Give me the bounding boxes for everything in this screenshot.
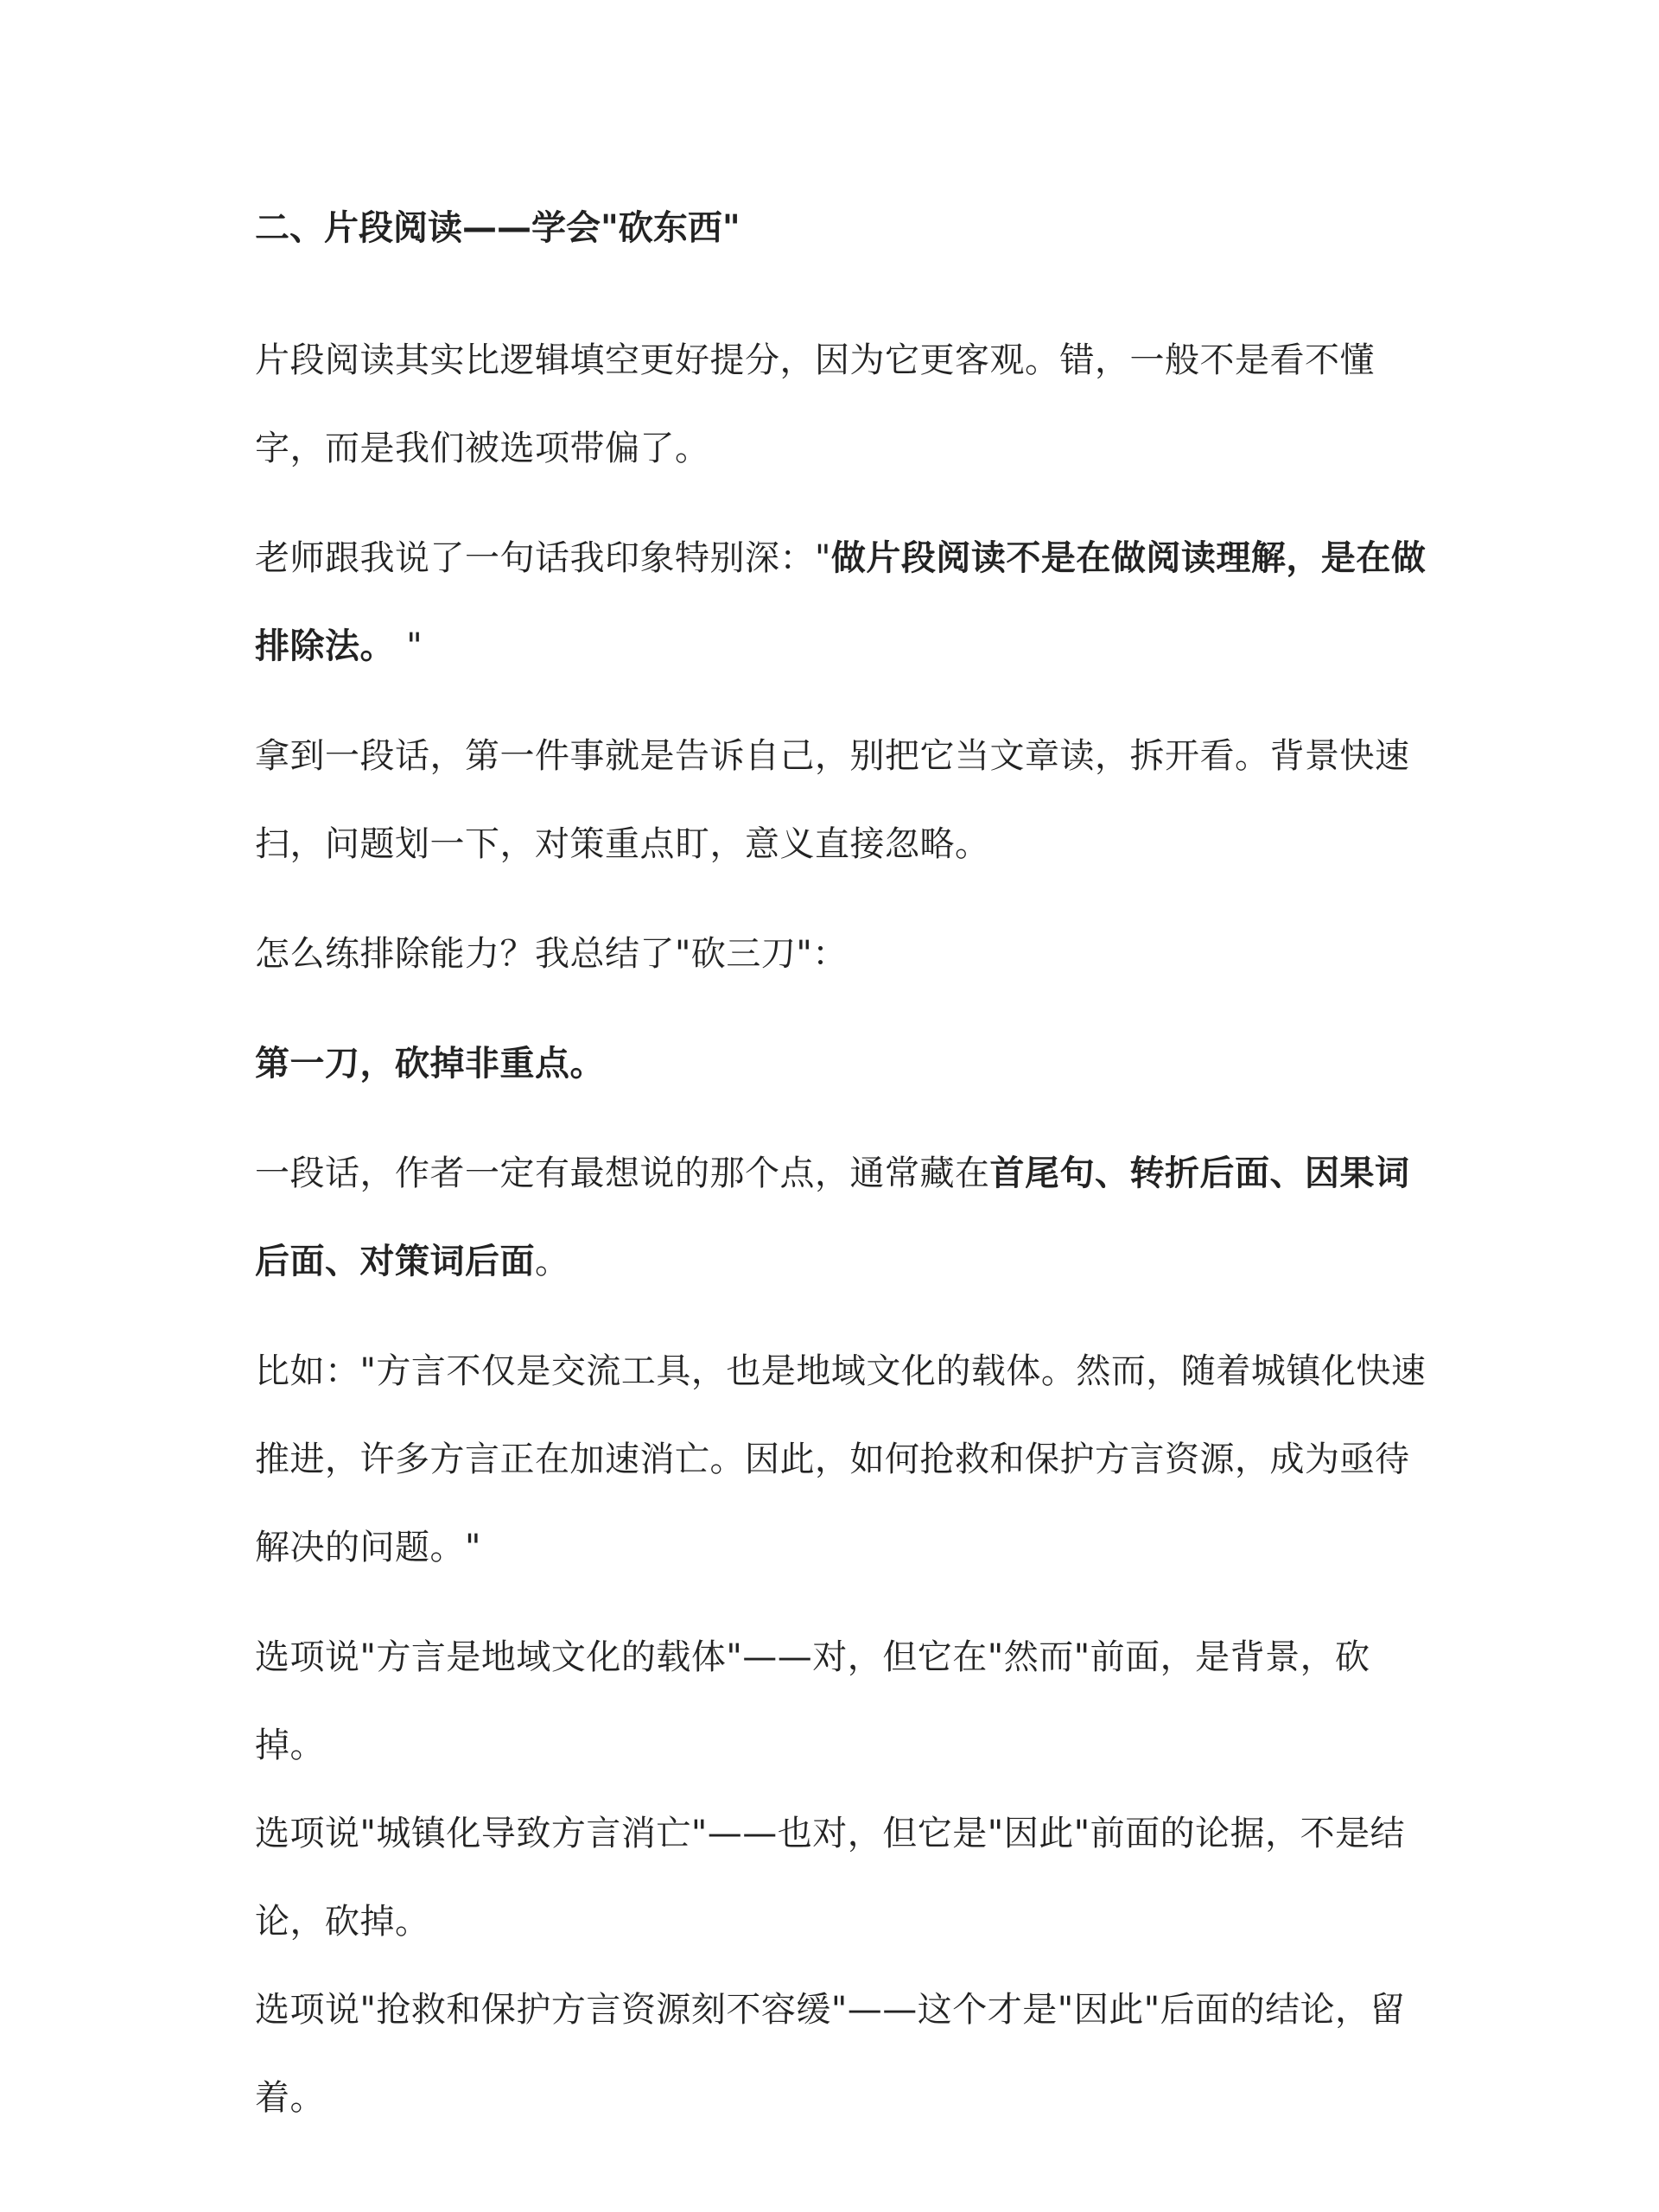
key-point-bold: 首尾句、转折后面、因果词后面、对策词后面 <box>255 1154 1410 1281</box>
paragraph-three-cuts: 怎么练排除能力？我总结了"砍三刀"： <box>255 934 848 974</box>
quote-end: " <box>395 626 423 666</box>
paragraph-teacher-quote <box>255 514 1439 690</box>
paragraph-option-2: 选项说"城镇化导致方言消亡"——也对，但它是"因此"前面的论据，不是结论，砍掉。 <box>255 1814 1406 1942</box>
section-heading: 二、片段阅读——学会"砍东西" <box>255 208 741 248</box>
quote-lead: 老师跟我说了一句话我印象特别深：" <box>255 538 831 578</box>
key-point-end: 。 <box>535 1242 570 1281</box>
key-point-lead: 一段话，作者一定有最想说的那个点，通常藏在 <box>255 1154 990 1193</box>
paragraph-option-3: 选项说"抢救和保护方言资源刻不容缓"——这个才是"因此"后面的结论，留着。 <box>255 1990 1406 2118</box>
quote-bold: 做片段阅读不是在做阅读理解，是在做排除法。 <box>255 538 1427 666</box>
paragraph-key-point <box>255 1129 1439 1306</box>
first-cut-title: 第一刀，砍掉非重点。 <box>255 1044 605 1084</box>
paragraph-option-1: 选项说"方言是地域文化的载体"——对，但它在"然而"前面，是背景，砍掉。 <box>255 1637 1370 1765</box>
paragraph-method: 拿到一段话，第一件事就是告诉自己，别把它当文章读，拆开看。背景快速扫，问题划一下，对策重点盯，意义直接忽略。 <box>255 736 1410 864</box>
paragraph-first-cut <box>255 1020 1439 1108</box>
article-body <box>255 207 1439 2142</box>
paragraph-example: 比如："方言不仅是交流工具，也是地域文化的载体。然而，随着城镇化快速推进，许多方言正在加速消亡。因此，如何抢救和保护方言资源，成为亟待解决的问题。" <box>255 1351 1427 1567</box>
paragraph-intro: 片段阅读其实比逻辑填空更好提分，因为它更客观。错，一般不是看不懂字，而是我们被选项带偏了。 <box>255 340 1375 468</box>
